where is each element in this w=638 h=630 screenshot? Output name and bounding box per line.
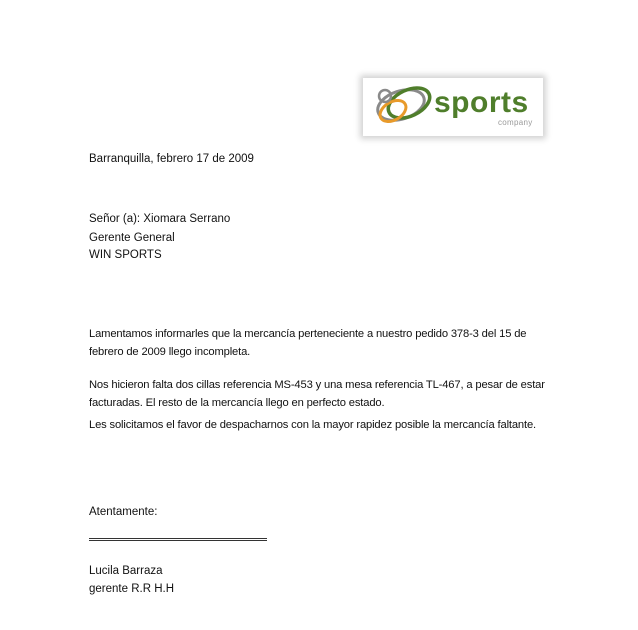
date-line: Barranquilla, febrero 17 de 2009: [89, 153, 254, 165]
recipient-company: WIN SPORTS: [89, 249, 162, 261]
closing: Atentamente:: [89, 506, 158, 518]
signer-name: Lucila Barraza: [89, 565, 163, 577]
paragraph-2-line-2: facturadas. El resto de la mercancía llego en perfecto estado.: [89, 397, 385, 409]
logo-wordmark: sports: [434, 86, 529, 119]
signature-line-underline: [89, 540, 267, 541]
signature-line: [89, 538, 267, 539]
paragraph-2-line-1: Nos hicieron falta dos cillas referencia MS-453 y una mesa referencia TL-467, a pesar de estar: [89, 379, 545, 391]
company-logo: [363, 78, 543, 136]
paragraph-1-line-1: Lamentamos informarles que la mercancía perteneciente a nuestro pedido 378-3 del 15 de: [89, 328, 527, 340]
recipient-name: Señor (a): Xiomara Serrano: [89, 213, 231, 225]
logo-subtitle: company: [498, 118, 533, 127]
recipient-title: Gerente General: [89, 232, 175, 244]
signer-title: gerente R.R H.H: [89, 583, 175, 595]
paragraph-3: [89, 416, 559, 434]
paragraph-3-line-1: Les solicitamos el favor de despacharnos con la mayor rapidez posible la mercancía faltante.: [89, 419, 536, 431]
paragraph-2: [89, 376, 559, 412]
paragraph-1: [89, 325, 559, 361]
paragraph-1-line-2: febrero de 2009 llego incompleta.: [89, 346, 251, 358]
